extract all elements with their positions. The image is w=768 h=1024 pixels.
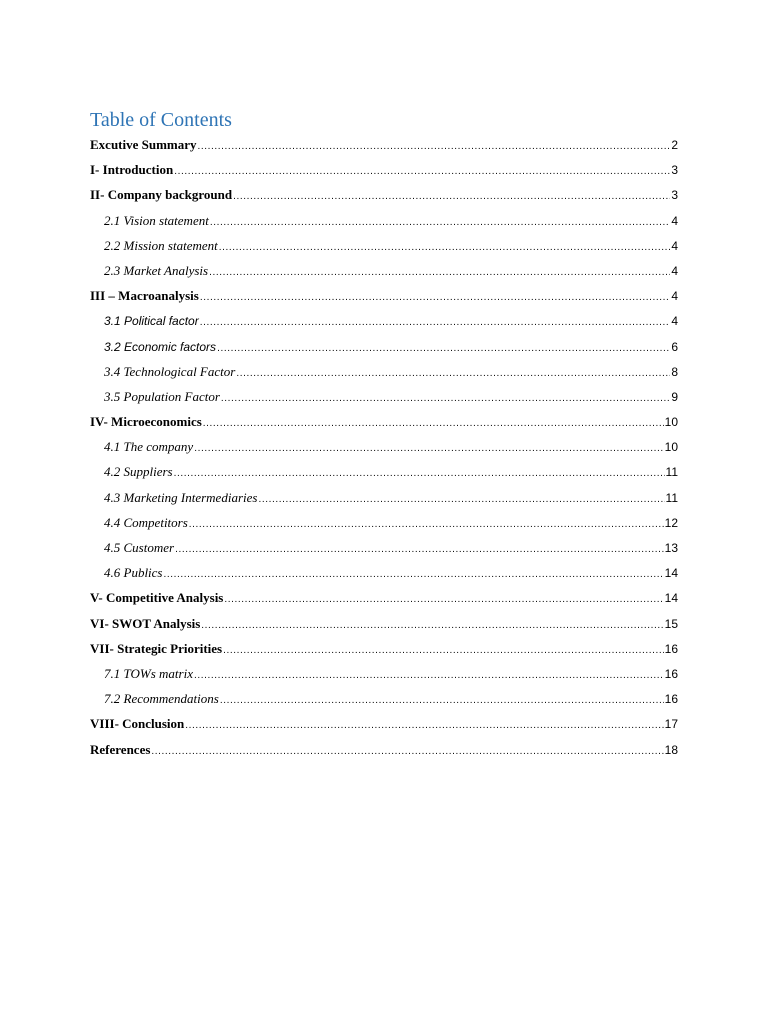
toc-entry-section[interactable] bbox=[90, 158, 678, 183]
toc-entry-label: I- Introduction bbox=[90, 162, 174, 178]
toc-entry-subsection[interactable] bbox=[90, 662, 678, 687]
toc-entry-subsection[interactable] bbox=[90, 209, 678, 234]
toc-entry-label: 3.5 Population Factor bbox=[104, 388, 220, 404]
toc-entry-section[interactable] bbox=[90, 410, 678, 435]
toc-entry-label: 2.3 Market Analysis bbox=[104, 262, 209, 278]
toc-entry-subsection[interactable] bbox=[90, 234, 678, 259]
toc-dot-leader bbox=[236, 364, 670, 384]
toc-entry-label: 2.2 Mission statement bbox=[104, 237, 218, 253]
toc-entry-page-number: 3 bbox=[671, 188, 678, 203]
toc-entry-label: IV- Microeconomics bbox=[90, 414, 202, 430]
toc-dot-leader bbox=[203, 414, 664, 434]
toc-dot-leader bbox=[174, 162, 670, 182]
toc-dot-leader bbox=[209, 263, 670, 283]
toc-list bbox=[90, 133, 678, 763]
toc-dot-leader bbox=[189, 515, 664, 535]
toc-entry-label: V- Competitive Analysis bbox=[90, 590, 224, 606]
toc-entry-section[interactable] bbox=[90, 183, 678, 208]
toc-entry-label: 4.2 Suppliers bbox=[104, 464, 173, 480]
toc-entry-label: 7.1 TOWs matrix bbox=[104, 665, 193, 681]
toc-entry-section[interactable] bbox=[90, 738, 678, 763]
toc-entry-label: VIII- Conclusion bbox=[90, 716, 185, 732]
toc-dot-leader bbox=[200, 313, 671, 333]
toc-dot-leader bbox=[201, 616, 663, 636]
toc-dot-leader bbox=[164, 565, 664, 585]
toc-entry-page-number: 16 bbox=[664, 641, 678, 656]
toc-dot-leader bbox=[175, 540, 664, 560]
toc-dot-leader bbox=[151, 742, 663, 762]
toc-entry-label: 2.1 Vision statement bbox=[104, 212, 209, 228]
toc-entry-label: 3.4 Technological Factor bbox=[104, 363, 236, 379]
toc-entry-section[interactable] bbox=[90, 284, 678, 309]
toc-entry-label: 4.4 Competitors bbox=[104, 514, 188, 530]
toc-entry-page-number: 14 bbox=[664, 566, 678, 581]
toc-entry-subsection[interactable] bbox=[90, 360, 678, 385]
toc-entry-page-number: 16 bbox=[664, 666, 678, 681]
toc-dot-leader bbox=[224, 590, 663, 610]
toc-entry-label: 4.6 Publics bbox=[104, 565, 163, 581]
toc-entry-label: 4.3 Marketing Intermediaries bbox=[104, 489, 258, 505]
toc-entry-page-number: 10 bbox=[664, 415, 678, 430]
toc-entry-label: 4.5 Customer bbox=[104, 540, 175, 555]
toc-entry-page-number: 13 bbox=[664, 541, 678, 555]
toc-entry-page-number: 14 bbox=[664, 591, 678, 606]
toc-entry-section[interactable] bbox=[90, 612, 678, 637]
toc-entry-label: III – Macroanalysis bbox=[90, 288, 199, 304]
toc-entry-label: References bbox=[90, 741, 151, 757]
toc-entry-label: VI- SWOT Analysis bbox=[90, 615, 201, 631]
toc-entry-subsection[interactable] bbox=[90, 335, 678, 360]
toc-entry-subsection[interactable] bbox=[90, 561, 678, 586]
toc-entry-subsection[interactable] bbox=[90, 385, 678, 410]
toc-entry-page-number: 9 bbox=[671, 389, 678, 404]
toc-entry-page-number: 4 bbox=[671, 314, 678, 329]
toc-entry-page-number: 11 bbox=[665, 465, 678, 480]
toc-entry-subsection[interactable] bbox=[90, 536, 678, 561]
toc-entry-subsection[interactable] bbox=[90, 309, 678, 334]
toc-dot-leader bbox=[258, 490, 664, 510]
toc-entry-label: 3.2 Economic factors bbox=[104, 339, 217, 354]
toc-entry-section[interactable] bbox=[90, 637, 678, 662]
toc-dot-leader bbox=[223, 641, 664, 661]
toc-entry-page-number: 3 bbox=[671, 163, 678, 178]
toc-entry-page-number: 15 bbox=[664, 616, 678, 631]
toc-entry-page-number: 16 bbox=[664, 692, 678, 707]
toc-title: Table of Contents bbox=[90, 109, 232, 131]
toc-entry-page-number: 17 bbox=[664, 717, 678, 732]
toc-dot-leader bbox=[198, 137, 671, 157]
toc-entry-label: VII- Strategic Priorities bbox=[90, 640, 223, 656]
toc-dot-leader bbox=[185, 716, 663, 736]
toc-dot-leader bbox=[220, 691, 664, 711]
toc-dot-leader bbox=[194, 439, 663, 459]
toc-entry-subsection[interactable] bbox=[90, 460, 678, 485]
toc-entry-subsection[interactable] bbox=[90, 511, 678, 536]
toc-dot-leader bbox=[174, 464, 665, 484]
toc-entry-subsection[interactable] bbox=[90, 687, 678, 712]
toc-entry-page-number: 11 bbox=[665, 490, 678, 505]
toc-entry-label: 3.1 Political factor bbox=[104, 314, 199, 329]
toc-dot-leader bbox=[233, 187, 670, 207]
toc-entry-section[interactable] bbox=[90, 133, 678, 158]
toc-entry-page-number: 2 bbox=[671, 138, 678, 152]
toc-entry-label: 4.1 The company bbox=[104, 439, 194, 455]
toc-entry-subsection[interactable] bbox=[90, 486, 678, 511]
toc-entry-page-number: 8 bbox=[671, 364, 678, 379]
toc-entry-page-number: 6 bbox=[671, 339, 678, 354]
toc-dot-leader bbox=[200, 288, 670, 308]
toc-dot-leader bbox=[219, 238, 671, 258]
toc-entry-page-number: 4 bbox=[671, 263, 678, 278]
toc-entry-page-number: 4 bbox=[671, 289, 678, 304]
toc-dot-leader bbox=[210, 213, 670, 233]
toc-entry-label: Excutive Summary bbox=[90, 137, 197, 152]
toc-entry-label: II- Company background bbox=[90, 187, 233, 203]
toc-entry-subsection[interactable] bbox=[90, 259, 678, 284]
toc-dot-leader bbox=[221, 389, 670, 409]
toc-dot-leader bbox=[217, 339, 670, 359]
toc-entry-section[interactable] bbox=[90, 586, 678, 611]
toc-entry-page-number: 12 bbox=[664, 515, 678, 530]
toc-entry-subsection[interactable] bbox=[90, 435, 678, 460]
toc-entry-label: 7.2 Recommendations bbox=[104, 691, 219, 707]
toc-entry-page-number: 4 bbox=[671, 213, 678, 228]
toc-dot-leader bbox=[194, 666, 664, 686]
toc-entry-page-number: 10 bbox=[664, 440, 678, 455]
toc-entry-page-number: 4 bbox=[671, 238, 678, 253]
toc-entry-section[interactable] bbox=[90, 712, 678, 737]
toc-entry-page-number: 18 bbox=[664, 742, 678, 757]
